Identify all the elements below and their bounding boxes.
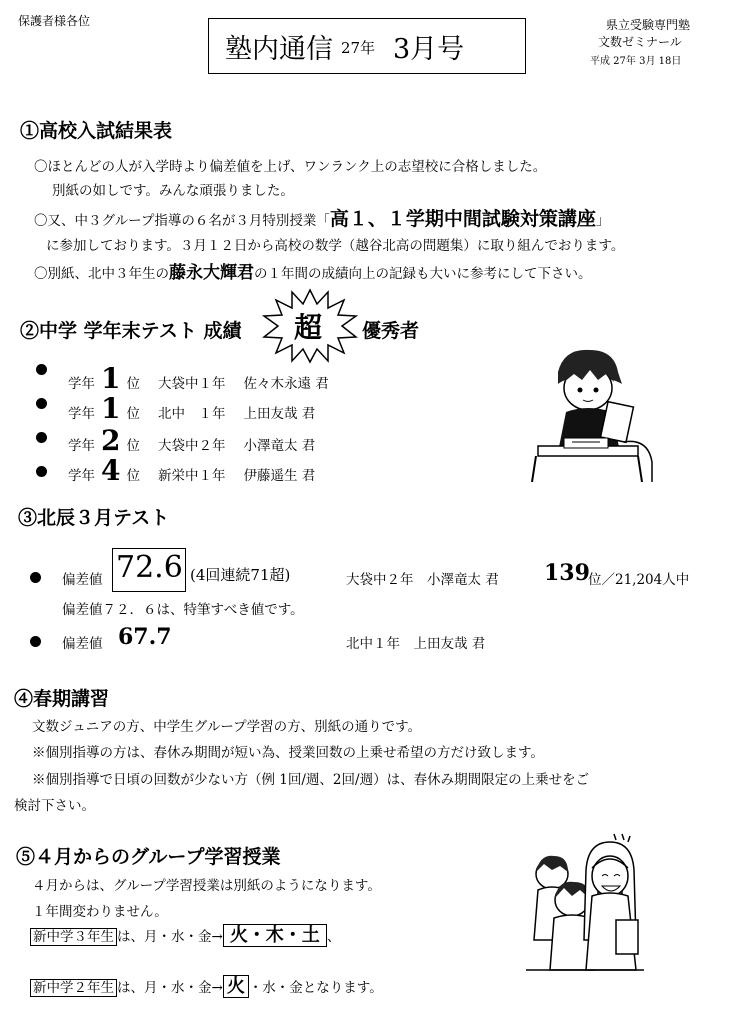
section2-heading: ②中学 学年末テスト 成績 [20,320,242,342]
special-course-name: 高１、１学期中間試験対策講座 [329,208,596,230]
score-2: 67.7 [118,624,172,650]
issue-date: 平成 27年 3月 18日 [590,56,682,67]
org-name-1: 県立受験専門塾 [606,18,691,32]
title-box [208,18,526,74]
bullet [36,364,47,375]
grade2-new-days: 火 [223,975,249,998]
grade2-schedule: 新中学２年生 は、月・水・金→ 火 ・水・金となります。 [30,974,383,1001]
addressee: 保護者様各位 [18,14,91,28]
deviation-label-2: 偏差値 [62,636,103,652]
student-1: 大袋中２年 小澤竜太 君 [346,572,499,588]
rank-suffix: 位／21,204人中 [588,572,690,588]
s1-line1: 〇ほとんどの人が入学時より偏差値を上げ、ワンランク上の志望校に合格しました。 [34,159,547,175]
bullet [36,432,47,443]
s4-line4: 検討下さい。 [14,798,95,814]
bullet [30,636,41,647]
bullet [36,466,47,477]
section3-heading: ③北辰３月テスト [18,507,170,529]
rank-row: 学年 4 位 新栄中１年 伊藤遥生 君 [68,454,316,487]
rank-row: 学年 1 位 北中 １年 上田友哉 君 [68,392,316,425]
s1-line2: 別紙の如しです。みんな頑張りました。 [52,183,294,199]
s4-line3: ※個別指導で日頃の回数が少ない方（例 1回/週、2回/週）は、春休み期間限定の上乗せをご [32,772,590,788]
score-1: 72.6 [116,550,183,585]
studying-student-illustration [528,342,660,492]
section1-heading: ①高校入試結果表 [20,120,173,142]
s4-line2: ※個別指導の方は、春休み期間が短い為、授業回数の上乗せ希望の方だけ致します。 [32,745,544,761]
org-name-2: 文数ゼミナール [598,35,682,49]
rank-row: 学年 1 位 大袋中１年 佐々木永遠 君 [68,362,329,395]
s5-line1: ４月からは、グループ学習授業は別紙のようになります。 [32,878,381,894]
rank-number: 139 [544,560,590,586]
s1-line5: 〇別紙、北中３年生の藤永大輝君の１年間の成績向上の記録も大いに参考にして下さい。 [34,263,592,283]
student-2: 北中１年 上田友哉 君 [346,636,486,652]
section4-heading: ④春期講習 [14,688,110,710]
s4-line1: 文数ジュニアの方、中学生グループ学習の方、別紙の通りです。 [32,719,422,735]
title-issue: 3月号 [393,34,465,65]
deviation-label-1: 偏差値 [62,572,103,588]
s1-line3: 〇又、中３グループ指導の６名が３月特別授業「高１、１学期中間試験対策講座」 [34,208,610,230]
bullet [30,572,41,583]
bullet [36,398,47,409]
grade2-label: 新中学２年生 [30,979,117,997]
title-main: 塾内通信 [225,34,333,65]
streak-note: (4回連続71超) [190,566,291,584]
rank-row: 学年 2 位 大袋中２年 小澤竜太 君 [68,424,316,457]
title-year: 27年 [341,39,376,57]
score-remark: 偏差値７２．６は、特筆すべき値です。 [62,602,304,618]
student-name-highlight: 藤永大輝君 [169,263,254,283]
study-group-illustration [526,830,644,980]
s5-line2: １年間変わりません。 [32,904,168,920]
section5-heading: ⑤４月からのグループ学習授業 [16,846,281,868]
grade3-new-days: 火・木・土 [223,924,327,947]
section2-heading-suffix: 優秀者 [362,320,420,342]
burst-label: 超 [294,311,323,344]
s1-line4: に参加しております。３月１２日から高校の数学（越谷北高の問題集）に取り組んでおります。 [46,238,625,254]
grade3-schedule: 新中学３年生 は、月・水・金→ 火・木・土 、 [30,923,340,950]
grade3-label: 新中学３年生 [30,928,117,946]
